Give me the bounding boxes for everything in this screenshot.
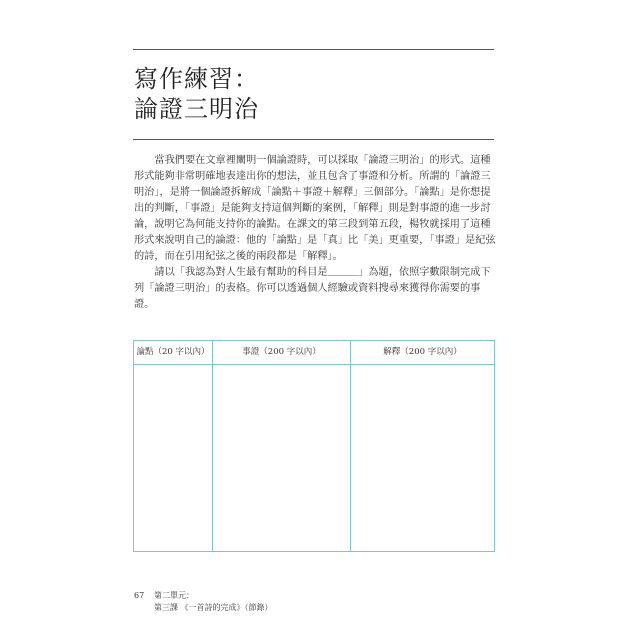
title-line-1: 寫作練習： xyxy=(134,65,259,93)
paragraph-intro: 當我們要在文章裡闡明一個論證時，可以採取「論證三明治」的形式。這種形式能夠非常明確地表達出你的想法，並且包含了事證和分析。所謂的「論證三明治」，是將一個論證拆解成「論點＋事證＋解釋」三個部分。「論點」是你想提出的判斷，「事證」是能夠支持這個判斷的案例，「解釋」則是對事證的進一步討論，說明它為何能支持你的論點。在課文的第三段到第五段，楊牧就採用了這種形式來說明自己的論證：他的「論點」是「真」比「美」更重要，「事證」是紀弦的詩，而在引用紀弦之後的兩段都是「解釋」。 xyxy=(134,155,496,262)
title-rule xyxy=(133,139,494,140)
top-rule xyxy=(133,49,494,50)
argument-sandwich-table xyxy=(133,340,495,552)
title-line-2: 論證三明治 xyxy=(134,95,259,123)
claim-answer-area[interactable] xyxy=(134,365,212,551)
claim-column xyxy=(134,341,213,551)
footer-unit: 第二單元： xyxy=(154,591,194,600)
evidence-column xyxy=(213,341,351,551)
explanation-answer-area[interactable] xyxy=(351,365,494,551)
body-text xyxy=(134,153,496,313)
paragraph-prompt: 請以「我認為對人生最有幫助的科目是＿＿＿」為題，依照字數限制完成下列「論證三明治」的表格。你可以透過個人經驗或資料搜尋來獲得你需要的事證。 xyxy=(134,267,491,310)
footer-lesson: 第三課 《一首詩的完成》（節錄） xyxy=(154,603,273,612)
explanation-column-header: 解釋（200 字以內） xyxy=(351,341,494,365)
evidence-column-header: 事證（200 字以內） xyxy=(213,341,350,365)
page-number: 67 xyxy=(134,591,145,600)
evidence-answer-area[interactable] xyxy=(213,365,350,551)
explanation-column xyxy=(351,341,494,551)
claim-column-header: 論點（20 字以內） xyxy=(134,341,212,365)
page-title xyxy=(134,64,494,124)
